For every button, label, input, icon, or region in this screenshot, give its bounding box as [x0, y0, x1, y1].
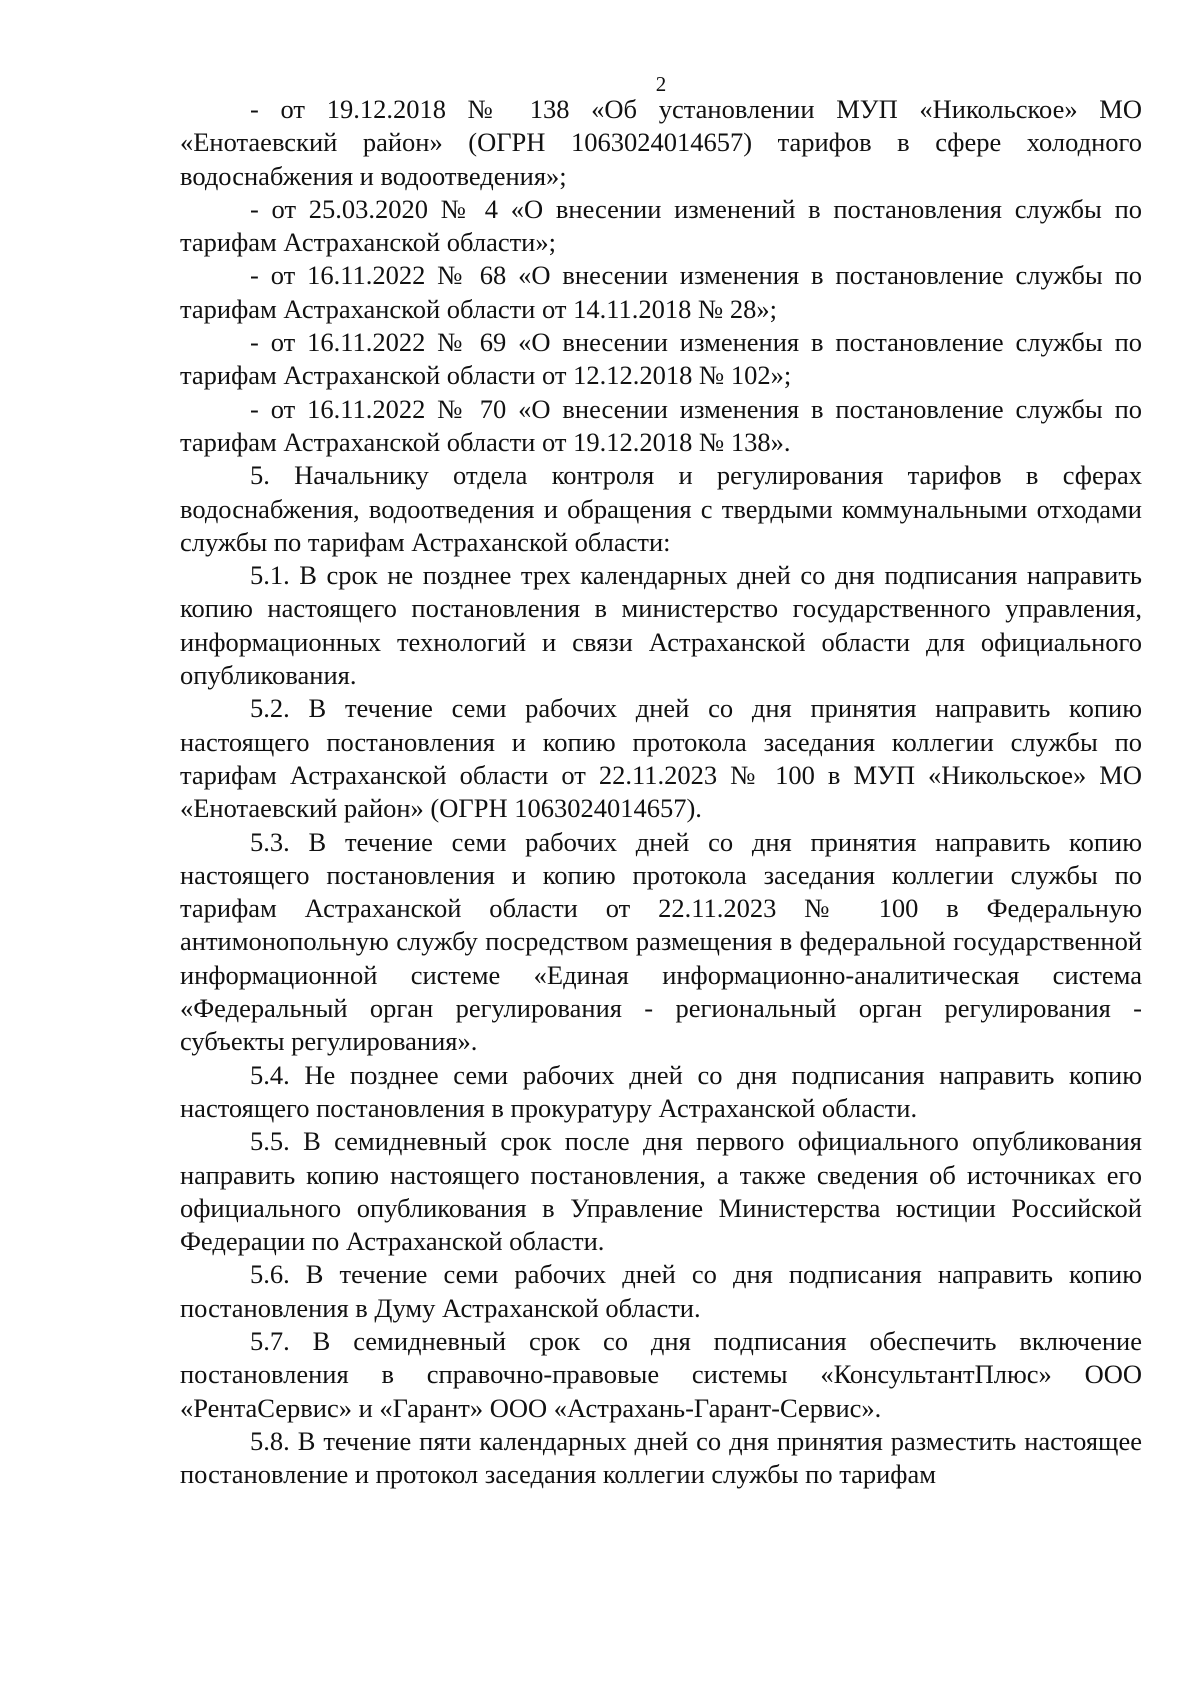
- paragraph-item-5-7: 5.7. В семидневный срок со дня подписания обеспечить включение постановления в справочно-правовые системы «КонсультантПлюс» ООО «РентаСервис» и «Гарант» ООО «Астрахань-Гарант-Сервис».: [180, 1325, 1142, 1423]
- paragraph-item-5-2: 5.2. В течение семи рабочих дней со дня принятия направить копию настоящего постановления и копию протокола заседания коллегии службы по тарифам Астраханской области от 22.11.2023 № 100 в МУП «Никольское» МО «Енотаевский район» (ОГРН 1063024014657).: [180, 693, 1142, 824]
- paragraph-resolution-69: - от 16.11.2022 № 69 «О внесении изменения в постановление службы по тарифам Астраханской области от 12.12.2018 № 102»;: [180, 327, 1142, 391]
- paragraph-resolution-138: - от 19.12.2018 № 138 «Об установлении МУП «Никольское» МО «Енотаевский район» (ОГРН 1063024014657) тарифов в сфере холодного водоснабжения и водоотведения»;: [180, 94, 1142, 191]
- paragraph-item-5-8: 5.8. В течение пяти календарных дней со дня принятия разместить настоящее постановление и протокол заседания коллегии службы по тарифам: [180, 1425, 1142, 1490]
- paragraph-item-5-5: 5.5. В семидневный срок после дня первого официального опубликования направить копию настоящего постановления, а также сведения об источниках его официального опубликования в Управление Министерства юстиции Российской Федерации по Астраханской области.: [180, 1126, 1142, 1257]
- paragraph-item-5-1: 5.1. В срок не позднее трех календарных дней со дня подписания направить копию настоящего постановления в министерство государственного управления, информационных технологий и связи Астраханской области для официального опубликования.: [180, 560, 1142, 691]
- paragraph-resolution-4: - от 25.03.2020 № 4 «О внесении изменений в постановления службы по тарифам Астраханской области»;: [180, 193, 1142, 258]
- paragraph-item-5-4: 5.4. Не позднее семи рабочих дней со дня подписания направить копию настоящего постановления в прокуратуру Астраханской области.: [180, 1059, 1142, 1123]
- paragraph-resolution-68: - от 16.11.2022 № 68 «О внесении изменения в постановление службы по тарифам Астраханской области от 14.11.2018 № 28»;: [180, 260, 1142, 324]
- page-number: 2: [655, 72, 667, 96]
- paragraph-item-5-3: 5.3. В течение семи рабочих дней со дня принятия направить копию настоящего постановления и копию протокола заседания коллегии службы по тарифам Астраханской области от 22.11.2023 № 100 в Федеральную антимонопольную службу посредством размещения в федеральной государственной информационной системе «Единая информационно-аналитическая система «Федеральный орган регулирования - региональный орган регулирования - субъекты регулирования».: [180, 826, 1142, 1057]
- document-body: [180, 93, 1142, 1491]
- paragraph-item-5-6: 5.6. В течение семи рабочих дней со дня подписания направить копию постановления в Думу Астраханской области.: [180, 1259, 1142, 1323]
- paragraph-resolution-70: - от 16.11.2022 № 70 «О внесении изменения в постановление службы по тарифам Астраханской области от 19.12.2018 № 138».: [180, 393, 1142, 457]
- paragraph-item-5: 5. Начальнику отдела контроля и регулирования тарифов в сферах водоснабжения, водоотведения и обращения с твердыми коммунальными отходами службы по тарифам Астраханской области:: [180, 460, 1142, 557]
